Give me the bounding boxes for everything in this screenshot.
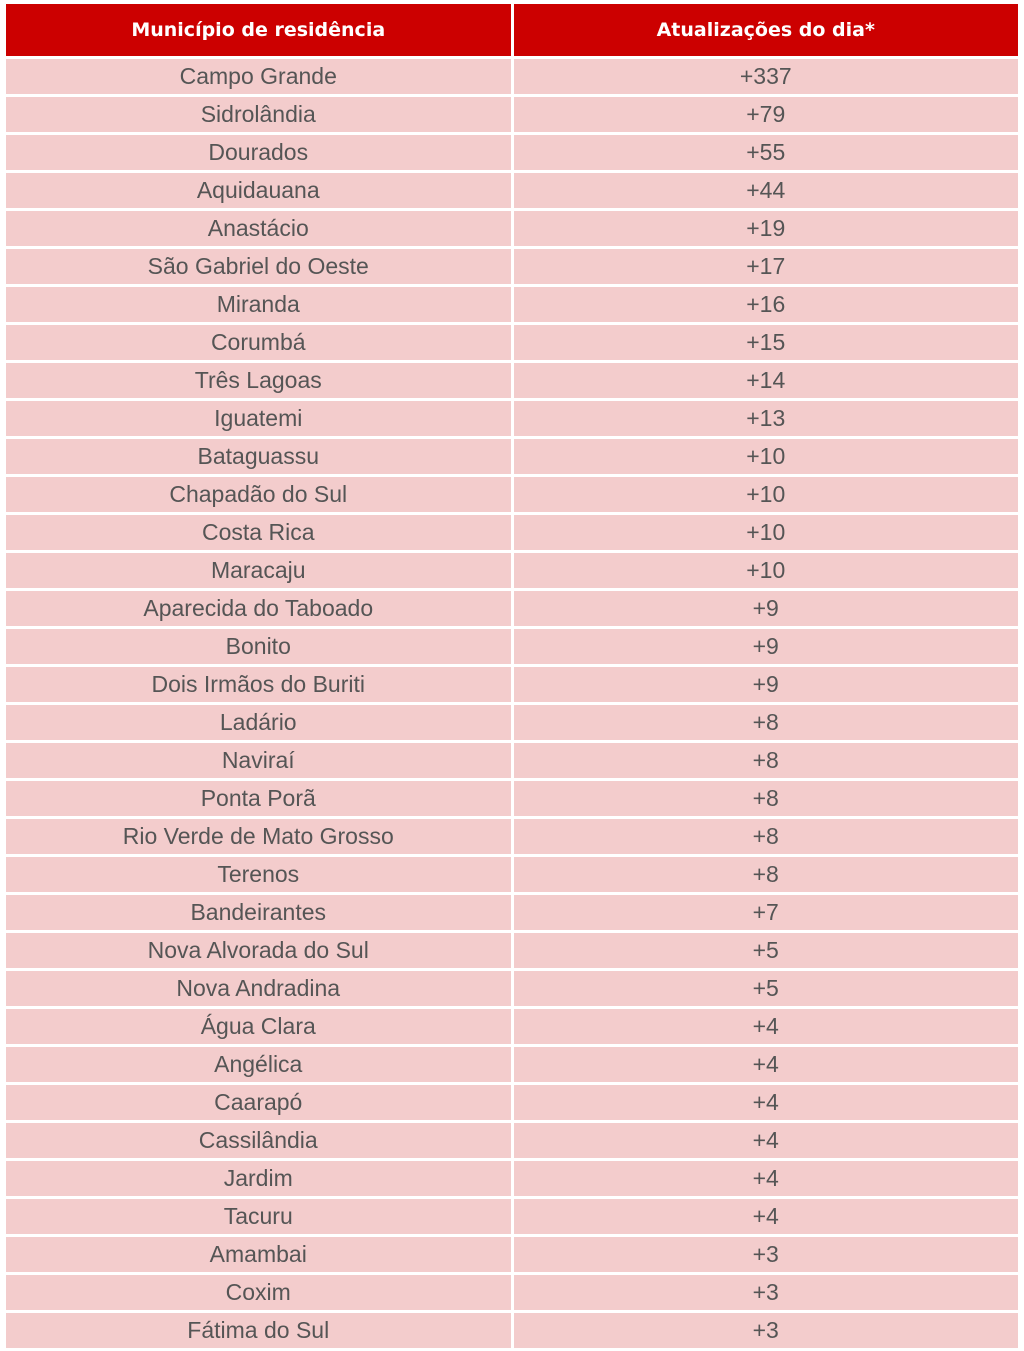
daily-update-cell: +4 (512, 1122, 1018, 1160)
municipality-cell: Bonito (6, 628, 512, 666)
table-row (6, 1198, 1018, 1236)
table-row (6, 1122, 1018, 1160)
municipality-cell: Rio Verde de Mato Grosso (6, 818, 512, 856)
daily-update-cell: +5 (512, 932, 1018, 970)
daily-update-cell: +19 (512, 210, 1018, 248)
table-row (6, 248, 1018, 286)
table-row (6, 1274, 1018, 1312)
table-row (6, 1236, 1018, 1274)
table-row (6, 286, 1018, 324)
table-row (6, 970, 1018, 1008)
municipality-cell: Terenos (6, 856, 512, 894)
table-row (6, 514, 1018, 552)
table-row (6, 362, 1018, 400)
municipality-cell: Dourados (6, 134, 512, 172)
daily-update-cell: +337 (512, 58, 1018, 96)
table-row (6, 590, 1018, 628)
table-row (6, 1084, 1018, 1122)
table-row (6, 932, 1018, 970)
daily-update-cell: +9 (512, 590, 1018, 628)
municipality-cell: Costa Rica (6, 514, 512, 552)
table-row (6, 400, 1018, 438)
table-row (6, 704, 1018, 742)
daily-update-cell: +13 (512, 400, 1018, 438)
daily-update-cell: +44 (512, 172, 1018, 210)
daily-update-cell: +10 (512, 476, 1018, 514)
municipality-cell: Aparecida do Taboado (6, 590, 512, 628)
municipality-cell: Dois Irmãos do Buriti (6, 666, 512, 704)
daily-update-cell: +10 (512, 438, 1018, 476)
municipality-cell: Ladário (6, 704, 512, 742)
municipality-cell: Fátima do Sul (6, 1312, 512, 1350)
municipality-cell: Campo Grande (6, 58, 512, 96)
daily-update-cell: +3 (512, 1236, 1018, 1274)
table-row (6, 742, 1018, 780)
daily-update-cell: +14 (512, 362, 1018, 400)
municipality-cell: Sidrolândia (6, 96, 512, 134)
daily-update-cell: +7 (512, 894, 1018, 932)
municipality-updates-table (6, 4, 1018, 1351)
daily-update-cell: +10 (512, 514, 1018, 552)
daily-update-cell: +4 (512, 1046, 1018, 1084)
table-row (6, 1312, 1018, 1350)
municipality-cell: Ponta Porã (6, 780, 512, 818)
table-row (6, 780, 1018, 818)
table-row (6, 552, 1018, 590)
municipality-cell: Nova Alvorada do Sul (6, 932, 512, 970)
table-body (6, 58, 1018, 1350)
table-row (6, 1160, 1018, 1198)
daily-update-cell: +9 (512, 666, 1018, 704)
table-row (6, 96, 1018, 134)
table-row (6, 1008, 1018, 1046)
municipality-cell: Água Clara (6, 1008, 512, 1046)
municipality-cell: Coxim (6, 1274, 512, 1312)
table-row (6, 210, 1018, 248)
daily-update-cell: +5 (512, 970, 1018, 1008)
table-row (6, 172, 1018, 210)
daily-update-cell: +8 (512, 780, 1018, 818)
municipality-cell: Chapadão do Sul (6, 476, 512, 514)
table-row (6, 666, 1018, 704)
municipality-cell: Maracaju (6, 552, 512, 590)
municipality-cell: Nova Andradina (6, 970, 512, 1008)
daily-update-cell: +17 (512, 248, 1018, 286)
daily-update-cell: +8 (512, 856, 1018, 894)
table-header (6, 4, 1018, 58)
daily-update-cell: +10 (512, 552, 1018, 590)
municipality-cell: Angélica (6, 1046, 512, 1084)
daily-update-cell: +8 (512, 704, 1018, 742)
table-row (6, 324, 1018, 362)
table-row (6, 476, 1018, 514)
municipality-cell: Anastácio (6, 210, 512, 248)
municipality-cell: Amambai (6, 1236, 512, 1274)
municipality-cell: Jardim (6, 1160, 512, 1198)
municipality-updates-table-container (6, 4, 1018, 1351)
daily-update-cell: +4 (512, 1160, 1018, 1198)
table-row (6, 1046, 1018, 1084)
daily-update-cell: +4 (512, 1084, 1018, 1122)
daily-update-cell: +8 (512, 742, 1018, 780)
table-row (6, 628, 1018, 666)
table-row (6, 894, 1018, 932)
column-header-daily-updates: Atualizações do dia* (512, 4, 1018, 58)
municipality-cell: Cassilândia (6, 1122, 512, 1160)
daily-update-cell: +3 (512, 1274, 1018, 1312)
municipality-cell: Aquidauana (6, 172, 512, 210)
daily-update-cell: +16 (512, 286, 1018, 324)
daily-update-cell: +4 (512, 1198, 1018, 1236)
daily-update-cell: +8 (512, 818, 1018, 856)
municipality-cell: Três Lagoas (6, 362, 512, 400)
municipality-cell: Corumbá (6, 324, 512, 362)
municipality-cell: Bandeirantes (6, 894, 512, 932)
daily-update-cell: +55 (512, 134, 1018, 172)
municipality-cell: São Gabriel do Oeste (6, 248, 512, 286)
table-row (6, 134, 1018, 172)
municipality-cell: Tacuru (6, 1198, 512, 1236)
table-row (6, 818, 1018, 856)
table-row (6, 438, 1018, 476)
municipality-cell: Caarapó (6, 1084, 512, 1122)
column-header-municipality: Município de residência (6, 4, 512, 58)
municipality-cell: Iguatemi (6, 400, 512, 438)
municipality-cell: Miranda (6, 286, 512, 324)
municipality-cell: Bataguassu (6, 438, 512, 476)
daily-update-cell: +9 (512, 628, 1018, 666)
daily-update-cell: +79 (512, 96, 1018, 134)
daily-update-cell: +4 (512, 1008, 1018, 1046)
daily-update-cell: +3 (512, 1312, 1018, 1350)
table-row (6, 856, 1018, 894)
daily-update-cell: +15 (512, 324, 1018, 362)
municipality-cell: Naviraí (6, 742, 512, 780)
table-row (6, 58, 1018, 96)
header-row (6, 4, 1018, 58)
